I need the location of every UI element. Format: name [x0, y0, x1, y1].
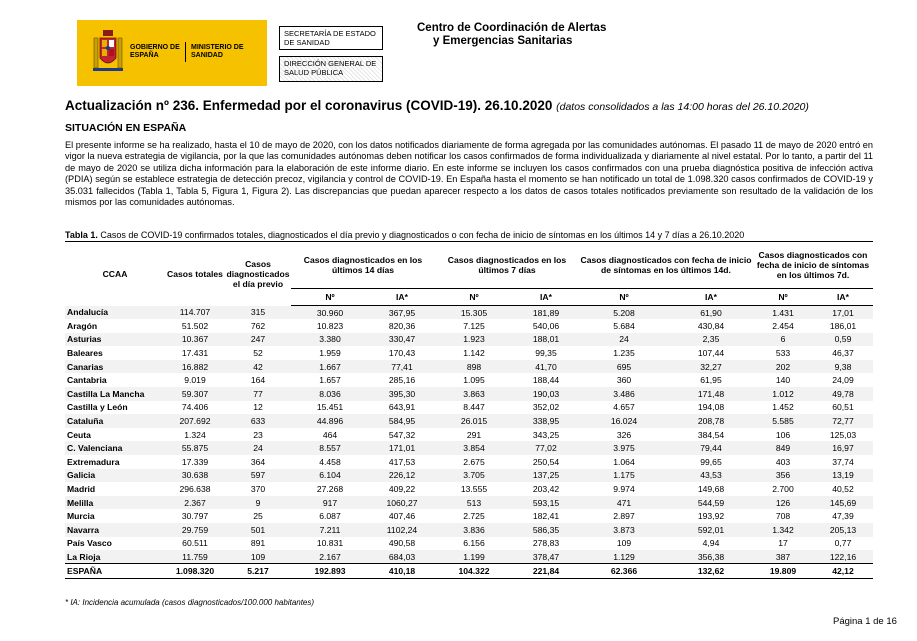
table-cell: 17.431: [181, 348, 209, 359]
table-cell: 186,01: [829, 320, 857, 331]
row-ccaa-name: Madrid: [67, 484, 96, 495]
table-cell: 296.638: [179, 484, 211, 495]
section-heading: SITUACIÓN EN ESPAÑA: [65, 122, 187, 134]
row-ccaa-name: Aragón: [67, 320, 98, 331]
table-cell: 171,01: [369, 441, 435, 455]
table-cell: 194,08: [697, 402, 725, 413]
table-cell: 46,37: [832, 348, 854, 359]
table-cell: 2.700: [772, 484, 794, 495]
table-cell: 0,77: [834, 538, 852, 549]
header-dia-previo: Casos diagnosticados el día previo: [226, 258, 290, 289]
header-ia: IA*: [813, 289, 873, 306]
table-cell: 417,53: [388, 456, 416, 467]
table-cell: 633: [225, 414, 291, 428]
table-cell: 1.129: [579, 550, 669, 564]
table-cell: 4.458: [319, 456, 341, 467]
table-cell: 643,91: [388, 402, 416, 413]
total-row: [65, 564, 873, 579]
table-cell: 47,39: [832, 511, 854, 522]
table-cell: 24,09: [832, 375, 854, 386]
table-cell: 1102,24: [369, 523, 435, 537]
table-cell: 6: [753, 333, 813, 347]
table-cell: 4,94: [702, 538, 720, 549]
table-cell: 140: [775, 375, 791, 386]
table-row: [65, 360, 873, 374]
table-cell: 471: [579, 496, 669, 510]
table-cell: 407,46: [388, 511, 416, 522]
header-n: Nº: [579, 289, 669, 306]
table-cell: 7.125: [463, 320, 485, 331]
row-ccaa-name: Andalucía: [65, 306, 165, 320]
table-cell: 17,01: [813, 306, 873, 320]
table-cell: 597: [225, 469, 291, 483]
table-cell: 10.823: [316, 320, 344, 331]
table-cell: 1.959: [319, 348, 341, 359]
table-cell: 8.557: [291, 441, 369, 455]
table-cell: 43,53: [669, 469, 753, 483]
table-cell: 51.502: [181, 320, 209, 331]
table-cell: 2.167: [291, 550, 369, 564]
table-row: [65, 441, 873, 455]
table-cell: 6.104: [291, 469, 369, 483]
table-row: [65, 455, 873, 469]
table-cell: 114.707: [165, 306, 225, 320]
table-cell: 1.175: [579, 469, 669, 483]
table-cell: 315: [225, 306, 291, 320]
row-ccaa-name: País Vasco: [67, 538, 112, 549]
table-cell: 384,54: [697, 429, 725, 440]
table-cell: 15.451: [316, 402, 344, 413]
table-cell: 8.447: [463, 402, 485, 413]
secretaria-box: SECRETARÍA DE ESTADO DE SANIDAD: [279, 26, 383, 50]
total-cell: 192.893: [291, 564, 369, 579]
table-cell: 60,51: [832, 402, 854, 413]
center-title: [417, 22, 606, 48]
table-cell: 188,44: [532, 375, 560, 386]
row-ccaa-name: La Rioja: [65, 550, 165, 564]
table-cell: 343,25: [532, 429, 560, 440]
row-ccaa-name: Asturias: [65, 333, 165, 347]
header-totales: Casos totales: [167, 268, 223, 279]
table-cell: 24: [579, 333, 669, 347]
table-cell: 203,42: [532, 484, 560, 495]
title-main: Actualización nº 236. Enfermedad por el coronavirus (COVID-19). 26.10.2020: [65, 98, 553, 113]
table-cell: 17.339: [181, 456, 209, 467]
table-cell: 170,43: [388, 348, 416, 359]
table-cell: 23: [253, 429, 263, 440]
table-cell: 29.759: [165, 523, 225, 537]
table-cell: 109: [225, 550, 291, 564]
table-cell: 41,70: [513, 360, 579, 374]
table-cell: 207.692: [165, 414, 225, 428]
row-ccaa-name: Ceuta: [67, 429, 91, 440]
table-cell: 30.638: [165, 469, 225, 483]
table-cell: 122,16: [813, 550, 873, 564]
total-cell: 5.217: [225, 564, 291, 579]
header-n: Nº: [753, 289, 813, 306]
table-cell: 684,03: [369, 550, 435, 564]
table-cell: 1.095: [463, 375, 485, 386]
table-row: [65, 469, 873, 483]
total-cell: 221,84: [513, 564, 579, 579]
table-cell: 592,01: [669, 523, 753, 537]
table-cell: 326: [616, 429, 632, 440]
table-cell: 202: [753, 360, 813, 374]
page-number: Página 1 de 16: [833, 616, 897, 627]
table-cell: 1.142: [463, 348, 485, 359]
row-ccaa-name: Castilla La Mancha: [65, 387, 165, 401]
document-title: [65, 98, 809, 113]
intro-paragraph: El presente informe se ha realizado, hasta el 10 de mayo de 2020, con los datos notificados diariamente de forma agregada por las comunidades autónomas. El pasado 11 de mayo de 2020 entró en vigor la nueva estrategia de vigilancia, por la que las comunidades autónomas deben notificar los casos confirmados de forma individualizada y diariamente al nivel estatal. Por lo tanto, a partir del 11 de mayo de 2020 se utiliza dicha información para la elaboración de este informe diario. En este informe se incluyen los casos confirmados con una prueba diagnóstica positiva de infección activa (PDIA) según se establece estrategia de detección precoz, vigilancia y control de COVID-19. En España hasta el momento se han notificado un total de 1.098.320 casos confirmados de COVID-19 y 35.031 fallecidos (Tabla 1, Tabla 5, Figura 1, Figura 2). Las discrepancias que puedan aparecer respecto a los datos de casos totales notificados previamente son resultado de la validación de los mismos por las comunidades autónomas.: [65, 140, 873, 208]
table-cell: 247: [225, 333, 291, 347]
table-cell: 356: [753, 469, 813, 483]
table-cell: 77,02: [513, 441, 579, 455]
total-label: ESPAÑA: [65, 564, 165, 579]
table-cell: 205,13: [813, 523, 873, 537]
table-cell: 52: [253, 348, 263, 359]
row-ccaa-name: Cantabria: [67, 375, 107, 386]
table-cell: 44.896: [291, 414, 369, 428]
table-cell: 586,35: [513, 523, 579, 537]
total-cell: 42,12: [813, 564, 873, 579]
table-cell: 540,06: [532, 320, 560, 331]
table-cell: 181,89: [513, 306, 579, 320]
table-cell: 430,84: [697, 320, 725, 331]
table-cell: 2,35: [669, 333, 753, 347]
table-cell: 513: [435, 496, 513, 510]
header-diag7: Casos diagnosticados en los últimos 7 días: [447, 255, 567, 275]
table-cell: 1.452: [772, 402, 794, 413]
table-cell: 250,54: [532, 456, 560, 467]
government-logo: [77, 20, 267, 86]
total-cell: 104.322: [435, 564, 513, 579]
table-cell: 1.342: [753, 523, 813, 537]
total-cell: 62.366: [579, 564, 669, 579]
table-cell: 193,92: [697, 511, 725, 522]
table-caption: [65, 230, 744, 240]
table-cell: 533: [775, 348, 791, 359]
table-cell: 16,97: [813, 441, 873, 455]
table-caption-label: Tabla 1.: [65, 230, 98, 240]
table-cell: 330,47: [369, 333, 435, 347]
table-cell: 107,44: [697, 348, 725, 359]
table-cell: 5.585: [753, 414, 813, 428]
table-cell: 367,95: [369, 306, 435, 320]
table-cell: 182,41: [532, 511, 560, 522]
table-cell: 9.019: [184, 375, 206, 386]
row-ccaa-name: Galicia: [65, 469, 165, 483]
table-cell: 37,74: [832, 456, 854, 467]
table-cell: 27.268: [316, 484, 344, 495]
row-ccaa-name: Melilla: [65, 496, 165, 510]
table-row: [65, 387, 873, 401]
table-row: [65, 496, 873, 510]
row-ccaa-name: C. Valenciana: [65, 441, 165, 455]
table-row: [65, 482, 873, 496]
cases-table: [65, 241, 873, 579]
table-row: [65, 346, 873, 360]
footnote: * IA: Incidencia acumulada (casos diagnosticados/100.000 habitantes): [65, 598, 315, 607]
table-cell: 403: [775, 456, 791, 467]
table-cell: 8.036: [291, 387, 369, 401]
table-cell: 547,32: [388, 429, 416, 440]
table-cell: 17: [778, 538, 788, 549]
table-cell: 464: [322, 429, 338, 440]
table-cell: 16.024: [579, 414, 669, 428]
table-cell: 3.975: [579, 441, 669, 455]
table-cell: 593,15: [513, 496, 579, 510]
table-cell: 3.705: [435, 469, 513, 483]
table-cell: 352,02: [532, 402, 560, 413]
table-caption-text: Casos de COVID-19 confirmados totales, diagnosticados el día previo y diagnosticados o con fecha de inicio de síntomas en los últimos 14 y 7 días a 26.10.2020: [100, 230, 745, 240]
table-cell: 278,83: [532, 538, 560, 549]
table-cell: 1.657: [319, 375, 341, 386]
table-cell: 77: [225, 387, 291, 401]
table-cell: 99,65: [700, 456, 722, 467]
table-row: [65, 333, 873, 347]
table-cell: 74.406: [181, 402, 209, 413]
table-cell: 356,38: [669, 550, 753, 564]
table-cell: 30.797: [181, 511, 209, 522]
table-cell: 6.156: [463, 538, 485, 549]
table-cell: 149,68: [697, 484, 725, 495]
table-cell: 137,25: [513, 469, 579, 483]
header-ia: IA*: [369, 289, 435, 306]
title-subtitle: (datos consolidados a las 14:00 horas del 26.10.2020): [556, 101, 809, 113]
table-cell: 917: [291, 496, 369, 510]
table-cell: 1060,27: [369, 496, 435, 510]
table-cell: 10.367: [165, 333, 225, 347]
table-cell: 1.235: [613, 348, 635, 359]
table-cell: 1.923: [435, 333, 513, 347]
table-cell: 338,95: [513, 414, 579, 428]
table-cell: 13,19: [813, 469, 873, 483]
table-cell: 2.725: [463, 511, 485, 522]
table-cell: 1.199: [435, 550, 513, 564]
table-cell: 3.836: [435, 523, 513, 537]
table-cell: 762: [250, 320, 266, 331]
total-cell: 132,62: [669, 564, 753, 579]
document-header: [77, 20, 877, 90]
table-cell: 409,22: [388, 484, 416, 495]
table-cell: 24: [225, 441, 291, 455]
header-n: Nº: [435, 289, 513, 306]
header-diag14: Casos diagnosticados en los últimos 14 días: [303, 255, 423, 275]
row-ccaa-name: Castilla y León: [67, 402, 128, 413]
table-cell: 3.486: [579, 387, 669, 401]
table-cell: 285,16: [388, 375, 416, 386]
table-cell: 208,78: [669, 414, 753, 428]
table-cell: 6.087: [319, 511, 341, 522]
table-cell: 7.211: [291, 523, 369, 537]
table-cell: 32,27: [669, 360, 753, 374]
header-sint14: Casos diagnosticados con fecha de inicio de síntomas en los últimos 14d.: [580, 255, 752, 275]
table-cell: 13.555: [460, 484, 488, 495]
table-cell: 849: [753, 441, 813, 455]
center-title-line1: Centro de Coordinación de Alertas: [417, 22, 607, 34]
table-cell: 898: [435, 360, 513, 374]
table-cell: 3.873: [579, 523, 669, 537]
table-cell: 72,77: [813, 414, 873, 428]
table-cell: 61,95: [700, 375, 722, 386]
table-cell: 2.675: [463, 456, 485, 467]
table-cell: 360: [616, 375, 632, 386]
table-cell: 2.367: [165, 496, 225, 510]
table-cell: 10.831: [316, 538, 344, 549]
table-cell: 708: [775, 511, 791, 522]
table-row: [65, 509, 873, 523]
table-cell: 15.305: [435, 306, 513, 320]
table-cell: 49,78: [813, 387, 873, 401]
table-cell: 4.657: [613, 402, 635, 413]
table-cell: 61,90: [669, 306, 753, 320]
center-title-line2: y Emergencias Sanitarias: [433, 35, 573, 47]
table-cell: 0,59: [813, 333, 873, 347]
table-cell: 11.759: [165, 550, 225, 564]
table-cell: 226,12: [369, 469, 435, 483]
row-ccaa-name: Navarra: [65, 523, 165, 537]
table-row: [65, 414, 873, 428]
table-cell: 12: [253, 402, 263, 413]
table-body: [65, 306, 873, 564]
direccion-box: DIRECCIÓN GENERAL DE SALUD PÚBLICA: [279, 56, 383, 82]
table-cell: 387: [753, 550, 813, 564]
table-row: [65, 537, 873, 551]
table-cell: 55.875: [165, 441, 225, 455]
table-cell: 2.454: [772, 320, 794, 331]
table-cell: 16.882: [165, 360, 225, 374]
total-cell: 19.809: [753, 564, 813, 579]
table-cell: 109: [616, 538, 632, 549]
table-cell: 25: [253, 511, 263, 522]
table-cell: 5.208: [579, 306, 669, 320]
table-row: [65, 401, 873, 415]
table-cell: 77,41: [369, 360, 435, 374]
table-cell: 584,95: [369, 414, 435, 428]
table-cell: 3.380: [291, 333, 369, 347]
table-cell: 40,52: [832, 484, 854, 495]
table-cell: 1.012: [753, 387, 813, 401]
table-cell: 490,58: [388, 538, 416, 549]
table-cell: 378,47: [513, 550, 579, 564]
logo-text-gobierno: GOBIERNO DE ESPAÑA: [130, 44, 180, 59]
table-cell: 291: [466, 429, 482, 440]
table-row: [65, 319, 873, 333]
row-ccaa-name: Cataluña: [65, 414, 165, 428]
table-cell: 9.974: [613, 484, 635, 495]
row-ccaa-name: Murcia: [67, 511, 95, 522]
table-cell: 59.307: [165, 387, 225, 401]
table-cell: 188,01: [513, 333, 579, 347]
table-cell: 2.897: [613, 511, 635, 522]
coat-of-arms-icon: [93, 30, 123, 74]
header-n: Nº: [291, 289, 369, 306]
table-cell: 125,03: [829, 429, 857, 440]
logo-separator: [185, 42, 186, 62]
row-ccaa-name: Canarias: [65, 360, 165, 374]
table-cell: 3.863: [435, 387, 513, 401]
table-cell: 3.854: [435, 441, 513, 455]
table-cell: 364: [250, 456, 266, 467]
table-row: [65, 523, 873, 537]
table-cell: 370: [250, 484, 266, 495]
table-cell: 1.064: [613, 456, 635, 467]
total-cell: 1.098.320: [165, 564, 225, 579]
logo-text-ministerio: MINISTERIO DE SANIDAD: [191, 44, 244, 59]
table-row: [65, 550, 873, 564]
table-row: [65, 306, 873, 320]
table-cell: 171,48: [669, 387, 753, 401]
table-cell: 9: [225, 496, 291, 510]
table-cell: 126: [753, 496, 813, 510]
table-cell: 26.015: [435, 414, 513, 428]
table-row: [65, 373, 873, 387]
table-cell: 544,59: [669, 496, 753, 510]
header-ia: IA*: [513, 289, 579, 306]
table-cell: 42: [225, 360, 291, 374]
table-cell: 145,69: [813, 496, 873, 510]
table-cell: 30.960: [291, 306, 369, 320]
table-cell: 9,38: [813, 360, 873, 374]
total-cell: 410,18: [369, 564, 435, 579]
table-cell: 695: [579, 360, 669, 374]
table-cell: 99,35: [535, 348, 557, 359]
table-cell: 395,30: [369, 387, 435, 401]
table-cell: 5.684: [613, 320, 635, 331]
header-ccaa: CCAA: [102, 268, 128, 279]
table-cell: 1.431: [753, 306, 813, 320]
row-ccaa-name: Baleares: [67, 348, 103, 359]
table-cell: 164: [250, 375, 266, 386]
table-cell: 1.667: [291, 360, 369, 374]
header-ia: IA*: [669, 289, 753, 306]
table-cell: 79,44: [669, 441, 753, 455]
table-cell: 501: [225, 523, 291, 537]
table-cell: 891: [250, 538, 266, 549]
table-cell: 1.324: [184, 429, 206, 440]
table-cell: 820,36: [388, 320, 416, 331]
table-cell: 190,03: [513, 387, 579, 401]
row-ccaa-name: Extremadura: [67, 456, 120, 467]
table-row: [65, 428, 873, 442]
header-sint7: Casos diagnosticados con fecha de inicio de síntomas en los últimos 7d.: [756, 250, 870, 280]
table-cell: 106: [775, 429, 791, 440]
table-cell: 60.511: [182, 538, 208, 549]
